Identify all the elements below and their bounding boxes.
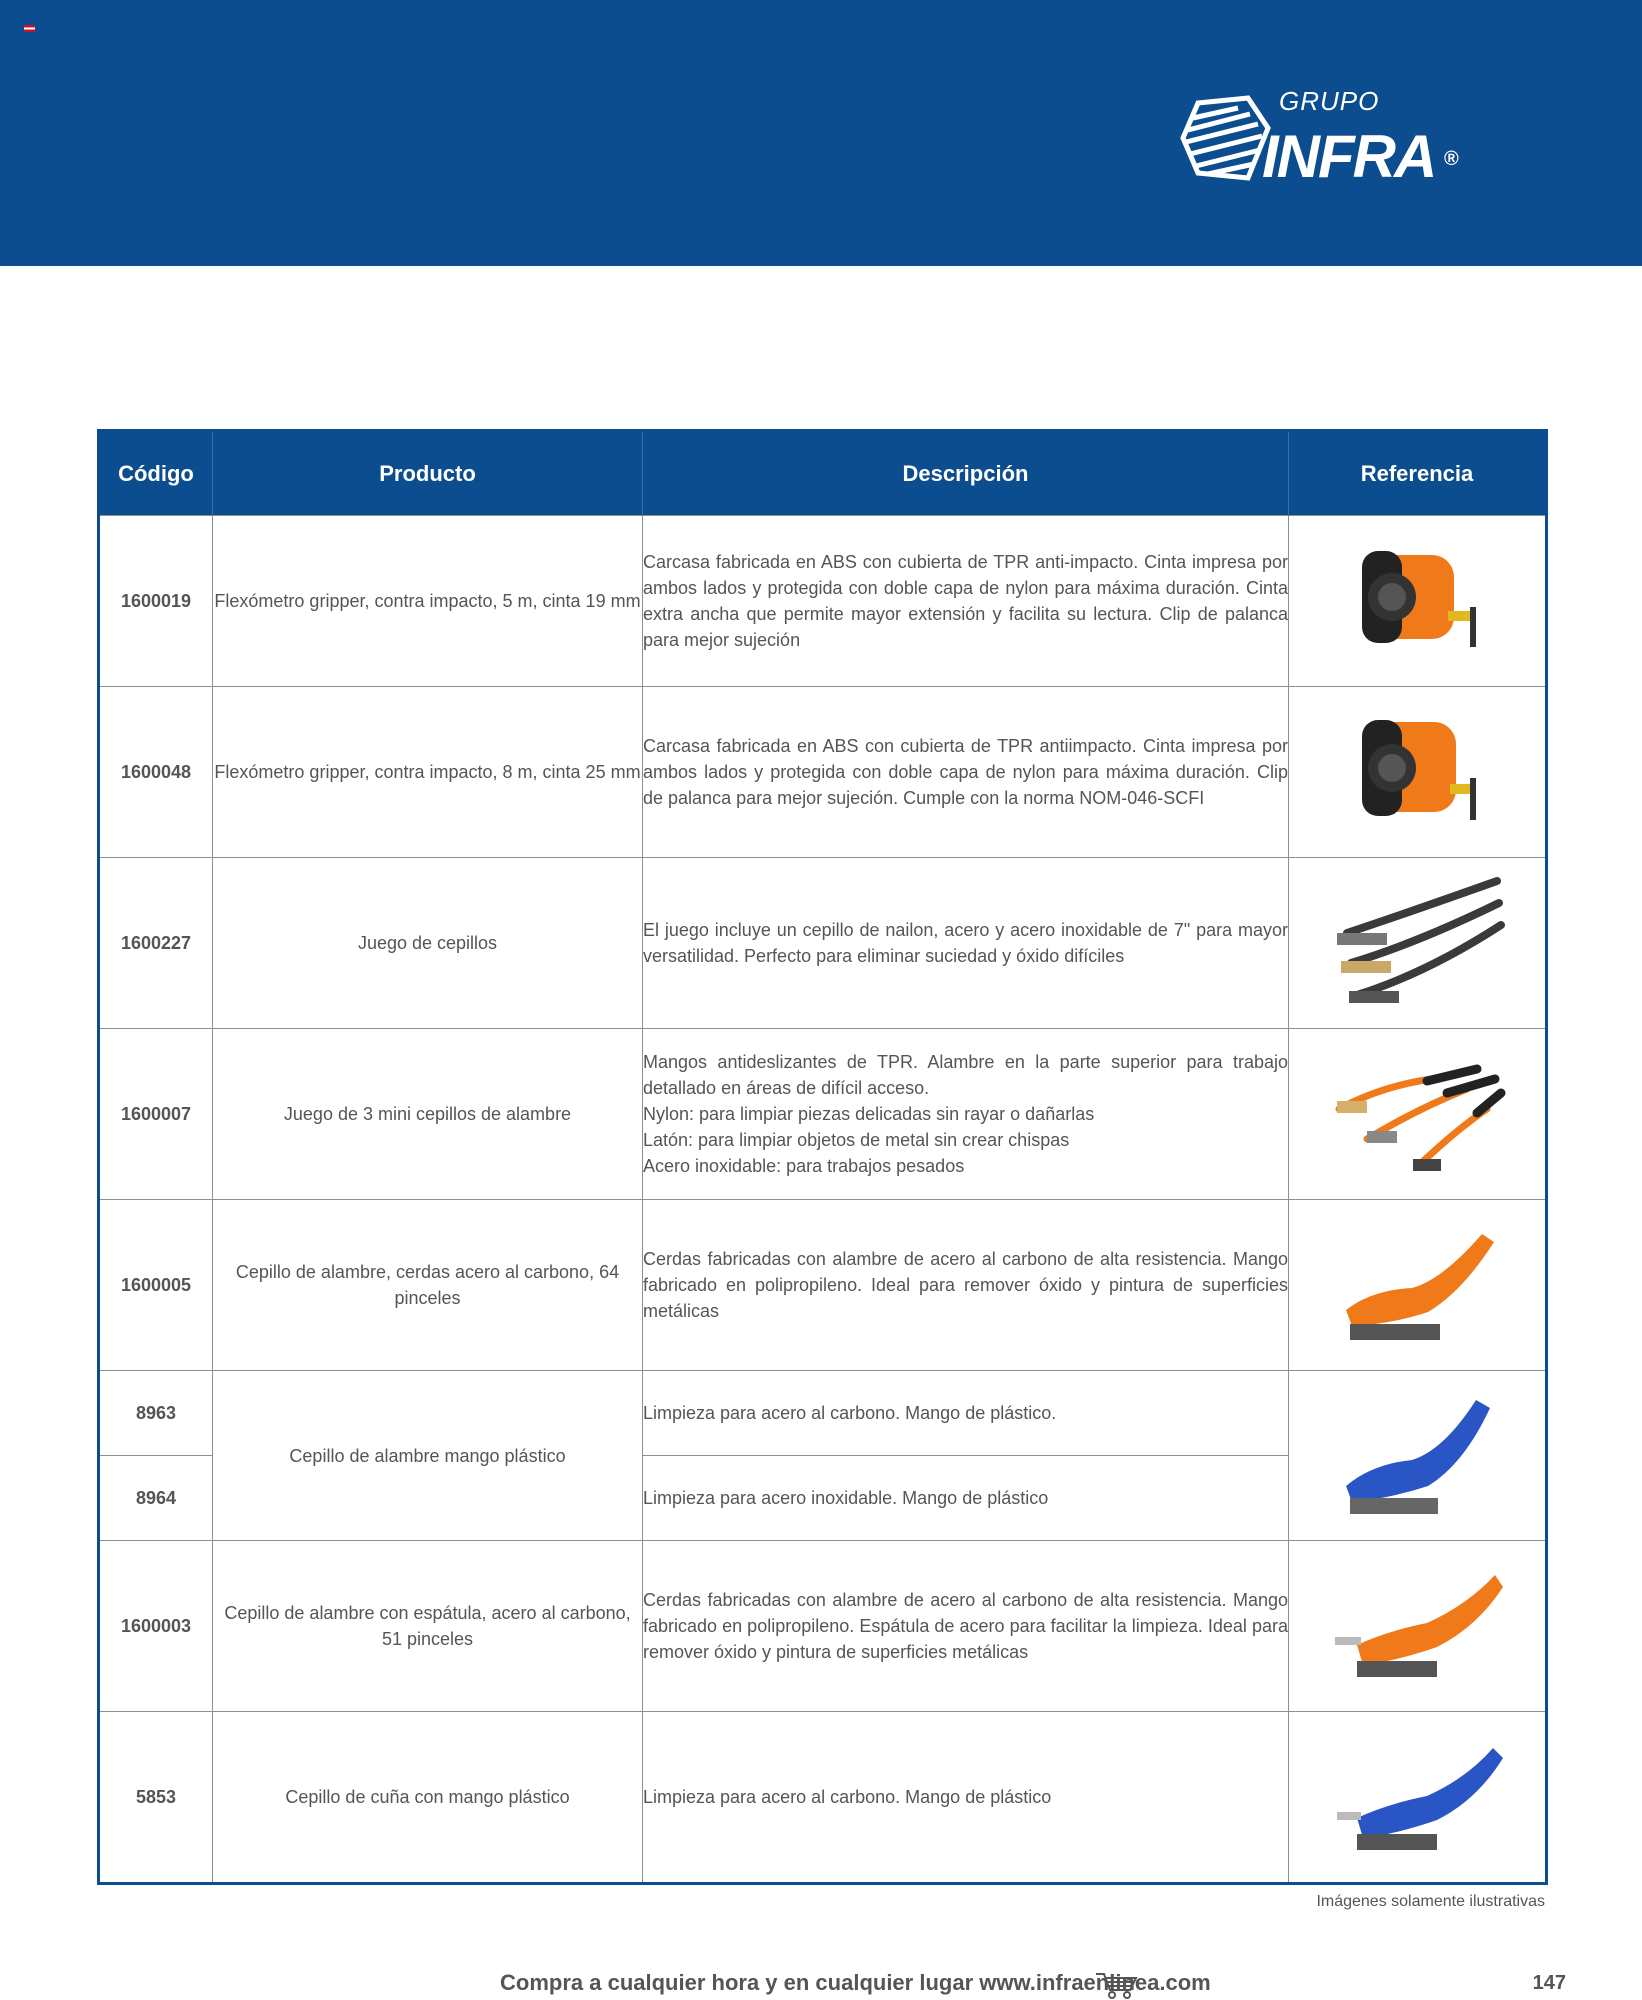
column-header-code: Código <box>99 431 213 516</box>
product-image <box>1289 1200 1547 1371</box>
orange-scraper-brush-icon <box>1327 1561 1507 1691</box>
product-description: Carcasa fabricada en ABS con cubierta de TPR antiimpacto. Cinta impresa por ambos lados y protegida con doble capa de nylon para máxima duración. Clip de palanca para mejor sujeción. Cumple con la norma NOM-046-SCFI <box>643 687 1289 858</box>
product-name: Juego de cepillos <box>213 858 643 1029</box>
table-row <box>99 1371 1547 1456</box>
header-banner <box>0 0 1642 266</box>
product-description: El juego incluye un cepillo de nailon, acero y acero inoxidable de 7" para mayor versatilidad. Perfecto para eliminar suciedad y óxido difíciles <box>643 858 1289 1029</box>
product-image <box>1289 687 1547 858</box>
description-line: Mangos antideslizantes de TPR. Alambre en la parte superior para trabajo detallado en áreas de difícil acceso. <box>643 1052 1288 1098</box>
product-description: Cerdas fabricadas con alambre de acero al carbono de alta resistencia. Mango fabricado en polipropileno. Ideal para remover óxido y pintura de superficies metálicas <box>643 1200 1289 1371</box>
product-code: 5853 <box>99 1712 213 1884</box>
product-image <box>1289 516 1547 687</box>
product-image <box>1289 858 1547 1029</box>
mini-brush-set-icon <box>1327 1049 1507 1179</box>
logo-grupo-text: GRUPO <box>1279 86 1380 116</box>
page-number: 147 <box>1532 1972 1566 1994</box>
tape-measure-icon <box>1352 712 1482 832</box>
blue-scraper-brush-icon <box>1327 1732 1507 1862</box>
product-code: 1600007 <box>99 1029 213 1200</box>
product-name: Cepillo de alambre mango plástico <box>213 1371 643 1541</box>
table-row <box>99 1200 1547 1371</box>
tape-measure-icon <box>1352 541 1482 661</box>
table-row <box>99 1541 1547 1712</box>
description-line: Nylon: para limpiar piezas delicadas sin rayar o dañarlas <box>643 1104 1095 1124</box>
blue-wire-brush-icon <box>1332 1386 1502 1526</box>
product-table <box>97 429 1548 1885</box>
logo-infra-text: INFRA <box>1262 123 1436 190</box>
product-description: Limpieza para acero al carbono. Mango de plástico. <box>643 1371 1289 1456</box>
column-header-description: Descripción <box>643 431 1289 516</box>
table-row <box>99 1712 1547 1884</box>
product-name: Juego de 3 mini cepillos de alambre <box>213 1029 643 1200</box>
product-description: Carcasa fabricada en ABS con cubierta de TPR anti-impacto. Cinta impresa por ambos lados y protegida con doble capa de nylon para máxima duración. Cinta extra ancha que permite mayor extensión y facilita su lectura. Clip de palanca para mejor sujeción <box>643 516 1289 687</box>
product-name: Cepillo de alambre, cerdas acero al carbono, 64 pinceles <box>213 1200 643 1371</box>
product-description <box>643 1029 1289 1200</box>
product-image <box>1289 1371 1547 1541</box>
product-code: 8964 <box>99 1456 213 1541</box>
orange-wire-brush-icon <box>1332 1220 1502 1350</box>
product-image <box>1289 1712 1547 1884</box>
product-code: 1600003 <box>99 1541 213 1712</box>
table-row <box>99 687 1547 858</box>
product-code: 1600227 <box>99 858 213 1029</box>
column-header-product: Producto <box>213 431 643 516</box>
product-description: Cerdas fabricadas con alambre de acero al carbono de alta resistencia. Mango fabricado en polipropileno. Espátula de acero para facilitar la limpieza. Ideal para remover óxido y pintura de superficies metálicas <box>643 1541 1289 1712</box>
grupo-infra-logo <box>1178 82 1478 192</box>
description-line: Latón: para limpiar objetos de metal sin crear chispas <box>643 1130 1070 1150</box>
shopping-cart-icon <box>1094 1970 1138 2000</box>
product-code: 1600048 <box>99 687 213 858</box>
infra-logo-mark-icon <box>1178 88 1274 188</box>
product-name: Flexómetro gripper, contra impacto, 8 m, cinta 25 mm <box>213 687 643 858</box>
footer-slogan: Compra a cualquier hora y en cualquier lugar www.infraenlinea.com <box>500 1970 1211 1995</box>
flag-icon <box>24 25 35 32</box>
table-header-row <box>99 431 1547 516</box>
description-line: Acero inoxidable: para trabajos pesados <box>643 1156 965 1176</box>
product-name: Flexómetro gripper, contra impacto, 5 m, cinta 19 mm <box>213 516 643 687</box>
product-code: 1600019 <box>99 516 213 687</box>
logo-registered-mark: ® <box>1444 148 1459 170</box>
brush-set-icon <box>1327 873 1507 1013</box>
table-row <box>99 1029 1547 1200</box>
product-name: Cepillo de alambre con espátula, acero al carbono, 51 pinceles <box>213 1541 643 1712</box>
product-description: Limpieza para acero al carbono. Mango de plástico <box>643 1712 1289 1884</box>
table-row <box>99 516 1547 687</box>
product-name: Cepillo de cuña con mango plástico <box>213 1712 643 1884</box>
column-header-reference: Referencia <box>1289 431 1547 516</box>
product-description: Limpieza para acero inoxidable. Mango de plástico <box>643 1456 1289 1541</box>
product-code: 8963 <box>99 1371 213 1456</box>
table-row <box>99 858 1547 1029</box>
illustrative-images-note: Imágenes solamente ilustrativas <box>1316 1893 1545 1910</box>
product-code: 1600005 <box>99 1200 213 1371</box>
product-image <box>1289 1541 1547 1712</box>
product-image <box>1289 1029 1547 1200</box>
